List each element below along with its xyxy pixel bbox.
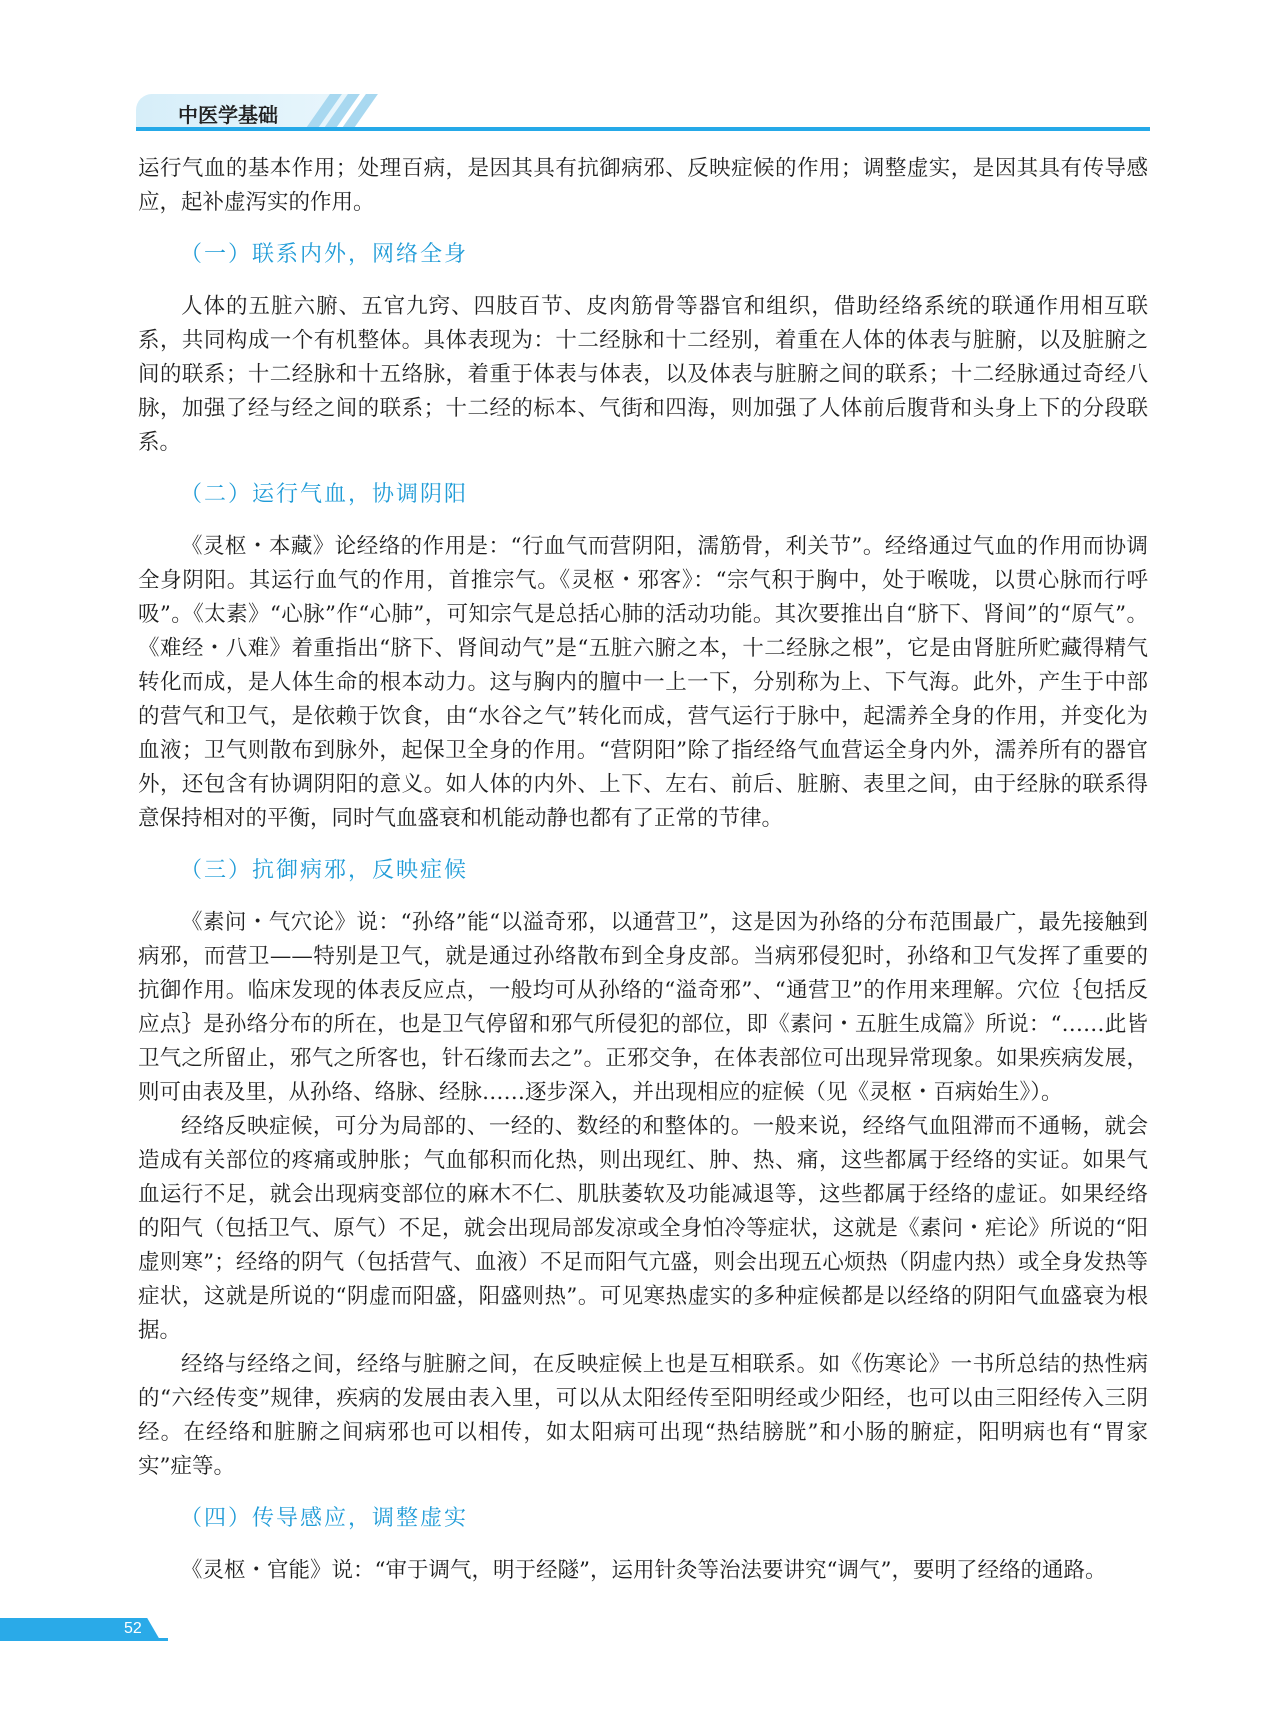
paragraph: 人体的五脏六腑、五官九窍、四肢百节、皮肉筋骨等器官和组织，借助经络系统的联通作用相互联系，共同构成一个有机整体。具体表现为：十二经脉和十二经别，着重在人体的体表与脏腑，以及脏腑之间的联系；十二经脉和十五络脉，着重于体表与体表，以及体表与脏腑之间的联系；十二经脉通过奇经八脉，加强了经与经之间的联系；十二经的标本、气街和四海，则加强了人体前后腹背和头身上下的分段联系。 <box>138 294 1148 455</box>
page-number: 52 <box>124 1620 142 1637</box>
paragraph: 经络反映症候，可分为局部的、一经的、数经的和整体的。一般来说，经络气血阻滞而不通畅，就会造成有关部位的疼痛或肿胀；气血郁积而化热，则出现红、肿、热、痛，这些都属于经络的实证。如果气血运行不足，就会出现病变部位的麻木不仁、肌肤萎软及功能减退等，这些都属于经络的虚证。如果经络的阳气（包括卫气、原气）不足，就会出现局部发凉或全身怕冷等症状，这就是《素问・疟论》所说的“阳虚则寒”；经络的阴气（包括营气、血液）不足而阳气亢盛，则会出现五心烦热（阴虚内热）或全身发热等症状，这就是所说的“阴虚而阳盛，阳盛则热”。可见寒热虚实的多种症候都是以经络的阴阳气血盛衰为根据。 <box>138 1114 1148 1343</box>
page-header <box>136 94 1150 130</box>
section-heading: （一）联系内外，网络全身 <box>180 242 469 267</box>
footer-rule <box>0 1638 168 1641</box>
paragraph: 《素问・气穴论》说：“孙络”能“以溢奇邪，以通营卫”，这是因为孙络的分布范围最广，最先接触到病邪，而营卫——特别是卫气，就是通过孙络散布到全身皮部。当病邪侵犯时，孙络和卫气发挥了重要的抗御作用。临床发现的体表反应点，一般均可从孙络的“溢奇邪”、“通营卫”的作用来理解。穴位｛包括反应点｝是孙络分布的所在，也是卫气停留和邪气所侵犯的部位，即《素问・五脏生成篇》所说：“……此皆卫气之所留止，邪气之所客也，针石缘而去之”。正邪交争，在体表部位可出现异常现象。如果疾病发展，则可由表及里，从孙络、络脉、经脉……逐步深入，并出现相应的症候（见《灵枢・百病始生》）。 <box>138 910 1148 1105</box>
paragraph: 《灵枢・官能》说：“审于调气，明于经隧”，运用针灸等治法要讲究“调气”，要明了经络的通路。 <box>181 1558 1107 1583</box>
section-heading: （二）运行气血，协调阴阳 <box>180 482 469 507</box>
section-heading: （四）传导感应，调整虚实 <box>180 1506 469 1531</box>
paragraph: 《灵枢・本藏》论经络的作用是：“行血气而营阴阳，濡筋骨，利关节”。经络通过气血的作用而协调全身阴阳。其运行血气的作用，首推宗气。《灵枢・邪客》：“宗气积于胸中，处于喉咙，以贯心脉而行呼吸”。《太素》“心脉”作“心肺”，可知宗气是总括心肺的活动功能。其次要推出自“脐下、肾间”的“原气”。《难经・八难》着重指出“脐下、肾间动气”是“五脏六腑之本，十二经脉之根”，它是由肾脏所贮藏得精气转化而成，是人体生命的根本动力。这与胸内的膻中一上一下，分别称为上、下气海。此外，产生于中部的营气和卫气，是依赖于饮食，由“水谷之气”转化而成，营气运行于脉中，起濡养全身的作用，并变化为血液；卫气则散布到脉外，起保卫全身的作用。“营阴阳”除了指经络气血营运全身内外，濡养所有的器官外，还包含有协调阴阳的意义。如人体的内外、上下、左右、前后、脏腑、表里之间，由于经脉的联系得意保持相对的平衡，同时气血盛衰和机能动静也都有了正常的节律。 <box>138 534 1148 831</box>
section-heading: （三）抗御病邪，反映症候 <box>180 858 469 883</box>
header-rule <box>136 127 1150 131</box>
paragraph: 运行气血的基本作用；处理百病，是因其具有抗御病邪、反映症候的作用；调整虚实，是因其具有传导感应，起补虚泻实的作用。 <box>138 156 1148 215</box>
paragraph: 经络与经络之间，经络与脏腑之间，在反映症候上也是互相联系。如《伤寒论》一书所总结的热性病的“六经传变”规律，疾病的发展由表入里，可以从太阳经传至阳明经或少阳经，也可以由三阳经传入三阴经。在经络和脏腑之间病邪也可以相传，如太阳病可出现“热结膀胱”和小肠的腑症，阳明病也有“胃家实”症等。 <box>138 1352 1148 1479</box>
page-content <box>138 152 1148 1588</box>
book-title: 中医学基础 <box>178 103 278 127</box>
